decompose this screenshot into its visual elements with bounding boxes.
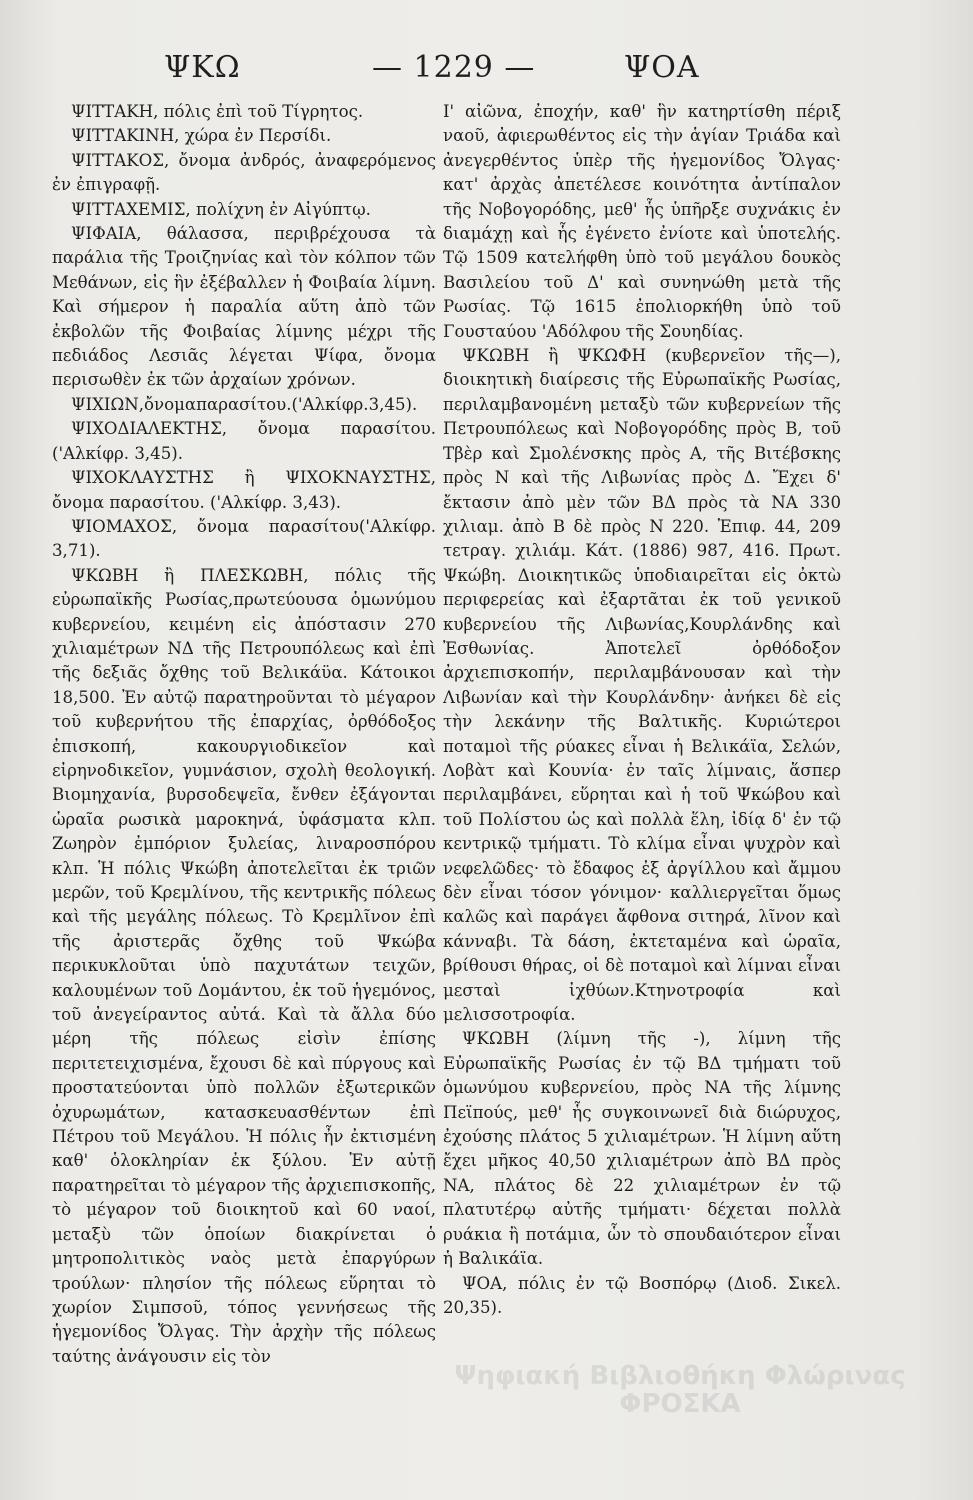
entry-psittake: ΨΙΤΤΑΚΗ, πόλις ἐπὶ τοῦ Τίγρητος. [71, 102, 364, 121]
entry-pskobe-lake: ΨΚΩΒΗ (λίμνη τῆς -), λίμνη τῆς Εὐρωπαϊκῆς Ρωσίας ἐν τῷ ΒΔ τμήματι τοῦ ὁμωνύμου κυβερνείου, πρὸς ΝΑ τῆς λίμνης Πεϊπούς, μεθ' ἧς συγκοινωνεῖ διὰ διώρυχος, ἐχούσης πλάτος 5 χιλιαμέτρων. Ἡ λίμνη αὕτη ἔχει μῆκος 40,50 χιλιαμέτρων ἀπὸ ΒΔ πρὸς ΝΑ, πλάτος δὲ 22 χιλιαμέτρων ἐν τῷ πλατυτέρῳ αὐτῆς τμήματι· δέχεται πολλὰ ρυάκια ἢ ποτάμια, ὧν τὸ σπουδαιότερον εἶναι ἡ Βαλικάϊα. [443, 1029, 841, 1269]
right-column [443, 100, 841, 1450]
entry-psiphaia: ΨΙΦΑΙΑ, θάλασσα, περιβρέχουσα τὰ παράλια τῆς Τροιζηνίας καὶ τὸν κόλπον τῶν Μεθάνων, εἰς ἣν ἐξέβαλλεν ἡ Φοιβαία λίμνη. Καὶ σήμερον ἡ παραλία αὕτη ἀπὸ τῶν ἐκβολῶν τῆς Φοιβαίας λίμνης μέχρι τῆς πεδιάδος Λεσιᾶς λέγεται Ψίφα, ὄνομα περισωθὲν ἐκ τῶν ἀρχαίων χρόνων. [52, 224, 436, 390]
entry-pskobe-city: ΨΚΩΒΗ ἢ ΠΛΕΣΚΩΒΗ, πόλις τῆς εὐρωπαϊκῆς Ρωσίας,πρωτεύουσα ὁμωνύμου κυβερνείου, κειμένη εἰς ἀπόστασιν 270 χιλιαμέτρων ΝΔ τῆς Πετρουπόλεως καὶ ἐπὶ τῆς δεξιᾶς ὄχθης τοῦ Βελικάϋα. Κάτοικοι 18,500. Ἐν αὐτῷ παρατηροῦνται τὸ μέγαρον τοῦ κυβερνήτου τῆς ἐπαρχίας, ὀρθόδοξος ἐπισκοπή, κακουργιοδικεῖον καὶ εἰρηνοδικεῖον, γυμνάσιον, σχολὴ θεολογική. Βιομηχανία, βυρσοδεψεῖα, ἔνθεν ἐξάγονται ὡραῖα ρωσικὰ μαροκηνά, ὑφάσματα κλπ. Ζωηρὸν ἐμπόριον ξυλείας, λιναροσπόρου κλπ. Ἡ πόλις Ψκώβη ἀποτελεῖται ἐκ τριῶν μερῶν, τοῦ Κρεμλίνου, τῆς κεντρικῆς πόλεως καὶ τῆς μεγάλης πόλεως. Τὸ Κρεμλῖνον ἐπὶ τῆς ἀριστερᾶς ὄχθης τοῦ Ψκώβα περικυκλοῦται ὑπὸ παχυτάτων τειχῶν, καλουμένων τοῦ Δομάντου, ἐκ τοῦ ἡγεμόνος, τοῦ ἀνεγείραντος αὐτά. Καὶ τὰ ἄλλα δύο μέρη τῆς πόλεως εἰσὶν ἐπίσης περιτετειχισμένα, ἔχουσι δὲ καὶ πύργους καὶ προστατεύονται ὑπὸ πολλῶν ἐξωτερικῶν ὀχυρωμάτων, κατασκευασθέντων ἐπὶ Πέτρου τοῦ Μεγάλου. Ἡ πόλις ἦν ἐκτισμένη καθ' ὁλοκληρίαν ἐκ ξύλου. Ἐν αὐτῇ παρατηρεῖται τὸ μέγαρον τῆς ἀρχιεπισκοπῆς, τὸ μέγαρον τοῦ διοικητοῦ καὶ 60 ναοί, μεταξὺ τῶν ὁποίων διακρίνεται ὁ μητροπολιτικὸς ναὸς μετὰ ἐπαργύρων τρούλων· πλησίον τῆς πόλεως εὕρηται τὸ χωρίον Σιμπσοῦ, τόπος γεννήσεως τῆς ἡγεμονίδος Ὄλγας. Τὴν ἀρχὴν τῆς πόλεως ταύτης ἀνάγουσιν εἰς τὸν [52, 565, 436, 1366]
entry-psittakos: ΨΙΤΤΑΚΟΣ, ὄνομα ἀνδρός, ἀναφερόμενος ἐν ἐπιγραφῇ. [52, 150, 436, 195]
entry-psittakine: ΨΙΤΤΑΚΙΝΗ, χώρα ἐν Περσίδι. [71, 126, 332, 146]
header-right-keyword: ΨΟΑ [624, 50, 700, 85]
page-header [0, 50, 973, 100]
entry-pskobe-government: ΨΚΩΒΗ ἢ ΨΚΩΦΗ (κυβερνεῖον τῆς—), διοικητικὴ διαίρεσις τῆς Εὐρωπαϊκῆς Ρωσίας, περιλαμβανομένη μεταξὺ τῶν κυβερνείων τῆς Πετρουπόλεως καὶ Νοβογορόδης πρὸς Β, τοῦ Τβὲρ καὶ Σμολένσκης πρὸς Α, τῆς Βιτέβσκης πρὸς Ν καὶ τῆς Λιβωνίας πρὸς Δ. Ἔχει δ' ἔκτασιν ἀπὸ μὲν τῶν ΒΔ πρὸς τὰ ΝΑ 330 χιλιαμ. ἀπὸ Β δὲ πρὸς Ν 220. Ἐπιφ. 44, 209 τετραγ. χιλιάμ. Κάτ. (1886) 987, 416. Πρωτ. Ψκώβη. Διοικητικῶς ὑποδιαιρεῖται εἰς ὀκτὼ περιφερείας καὶ ἐξαρτᾶται ἐκ τοῦ γενικοῦ κυβερνείου τῆς Λιβωνίας,Κουρλάνδης καὶ Ἐσθωνίας. Ἀποτελεῖ ὀρθόδοξον ἀρχιεπισκοπήν, περιλαμβάνουσαν καὶ τὴν Λιβωνίαν καὶ τὴν Κουρλάνδην· ἀνήκει δὲ εἰς τὴν λεκάνην τῆς Βαλτικῆς. Κυριώτεροι ποταμοὶ τῆς ρύακες εἶναι ἡ Βελικάϊα, Σελών, Λοβὰτ καὶ Κουνία· ἐν ταῖς λίμναις, ἅσπερ περιλαμβάνει, εὕρηται καὶ ἡ τοῦ Ψκώβου καὶ τοῦ Πολίστου ὡς καὶ πολλὰ ἕλη, ἰδίᾳ δ' ἐν τῷ κεντρικῷ τμήματι. Τὸ κλίμα εἶναι ψυχρὸν καὶ νεφελῶδες· τὸ ἔδαφος ἐξ ἀργίλλου καὶ ἄμμου δὲν εἶναι τόσον γόνιμον· καλλιεργεῖται ὅμως καλῶς καὶ παράγει ἄφθονα σιτηρά, λῖνον καὶ κάνναβι. Τὰ δάση, ἐκτεταμένα καὶ ὡραῖα, βρίθουσι θήρας, οἱ δὲ ποταμοὶ καὶ λίμναι εἶναι μεσταὶ ἰχθύων.Κτηνοτροφία καὶ μελισσοτροφία. [443, 346, 841, 1025]
header-left-keyword: ΨΚΩ [164, 50, 241, 85]
entry-psiomachos: ΨΙΟΜΑΧΟΣ, ὄνομα παρασίτου('Αλκίφρ. 3,71). [52, 516, 436, 561]
left-column [52, 100, 436, 1450]
entry-psoa: ΨΟΑ, πόλις ἐν τῷ Βοσπόρῳ (Διοδ. Σικελ. 20,35). [443, 1273, 841, 1317]
watermark-line-1: Ψηφιακή Βιβλιοθήκη Φλώρινας [454, 1361, 906, 1391]
page-number: — 1229 — [372, 50, 536, 85]
entry-psichodialektes: ΨΙΧΟΔΙΑΛΕΚΤΗΣ, ὄνομα παρασίτου. ('Αλκίφρ. 3,45). [52, 419, 436, 463]
entry-psichion: ΨΙΧΙΩΝ,ὄνομαπαρασίτου.('Αλκίφρ.3,45). [71, 394, 418, 414]
watermark-line-2: ΦΡΟΣΚΑ [619, 1389, 741, 1419]
entry-psichoklaustes: ΨΙΧΟΚΛΑΥΣΤΗΣ ἢ ΨΙΧΟΚΝΑΥΣΤΗΣ, ὄνομα παρασίτου. ('Αλκίφρ. 3,43). [52, 468, 436, 512]
entry-pskobe-city-continued: Ι' αἰῶνα, ἐποχήν, καθ' ἣν κατηρτίσθη πέριξ ναοῦ, ἀφιερωθέντος εἰς τὴν ἁγίαν Τριάδα καὶ ἀνεγερθέντος ὑπὲρ τῆς ἡγεμονίδος Ὄλγας· κατ' ἀρχὰς ἀπετέλεσε κοινότητα ἀντίπαλον τῆς Νοβογορόδης, μεθ' ἧς ὑπῆρξε συχνάκις ἐν διαμάχῃ καὶ ἧς ἐγένετο ἐνίοτε καὶ ὑποτελής. Τῷ 1509 κατελήφθη ὑπὸ τοῦ μεγάλου δουκὸς Βασιλείου τοῦ Δ' καὶ συνηνώθη μετὰ τῆς Ρωσίας. Τῷ 1615 ἐπολιορκήθη ὑπὸ τοῦ Γουσταύου 'Αδόλφου τῆς Σουηδίας. [443, 102, 841, 341]
entry-psittachemis: ΨΙΤΤΑΧΕΜΙΣ, πολίχνη ἐν Αἰγύπτῳ. [71, 199, 371, 219]
